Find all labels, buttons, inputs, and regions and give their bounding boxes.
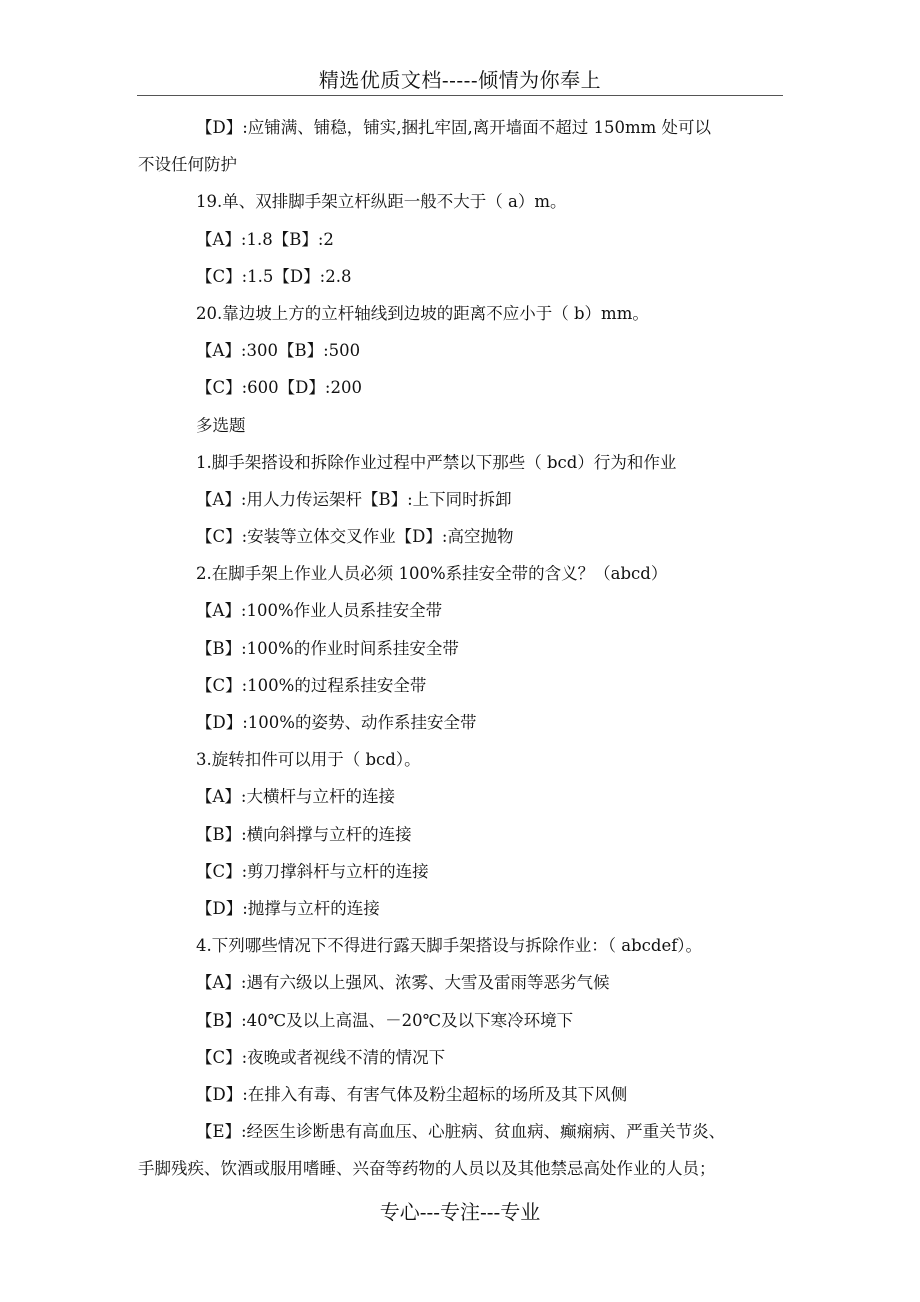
text-line: 【C】:安装等立体交叉作业【D】:高空抛物: [196, 527, 514, 547]
text-line: 19.单、双排脚手架立杆纵距一般不大于（ a）m。: [196, 192, 567, 212]
text-line: 【C】:100%的过程系挂安全带: [196, 675, 427, 695]
text-line: 【D】:在排入有毒、有害气体及粉尘超标的场所及其下风侧: [196, 1084, 628, 1104]
text-line: 1.脚手架搭设和拆除作业过程中严禁以下那些（ bcd）行为和作业: [196, 452, 677, 472]
text-line: 【C】:600【D】:200: [196, 378, 362, 398]
text-line: 【A】:300【B】:500: [196, 341, 361, 361]
text-line: 不设任何防护: [138, 155, 237, 175]
text-line: 【A】:1.8【B】:2: [196, 229, 334, 249]
header-divider: [137, 95, 783, 96]
text-line: 多选题: [196, 415, 246, 435]
text-line: 【D】:抛撑与立杆的连接: [196, 898, 380, 918]
text-line: 手脚残疾、饮酒或服用嗜睡、兴奋等药物的人员以及其他禁忌高处作业的人员；: [138, 1159, 716, 1179]
text-line: 【B】:横向斜撑与立杆的连接: [196, 824, 412, 844]
page-footer: 专心---专注---专业: [379, 1200, 541, 1224]
text-line: 3.旋转扣件可以用于（ bcd）。: [196, 750, 421, 770]
text-line: 【D】:应铺满、铺稳，铺实,捆扎牢固,离开墙面不超过 150mm 处可以: [196, 118, 712, 137]
page-header: 精选优质文档-----倾情为你奉上: [318, 68, 602, 92]
text-line: 20.靠边坡上方的立杆轴线到边坡的距离不应小于（ b）mm。: [196, 303, 649, 323]
text-line: 【A】:用人力传运架杆【B】:上下同时拆卸: [196, 489, 512, 509]
text-line: 【B】:40℃及以上高温、－20℃及以下寒冷环境下: [196, 1010, 574, 1030]
text-line: 【A】:遇有六级以上强风、浓雾、大雪及雷雨等恶劣气候: [196, 973, 610, 993]
text-line: 【A】:100%作业人员系挂安全带: [196, 601, 443, 621]
text-line: 【E】:经医生诊断患有高血压、心脏病、贫血病、癫痫病、严重关节炎、: [196, 1122, 726, 1142]
text-line: 【B】:100%的作业时间系挂安全带: [196, 638, 459, 658]
text-line: 【C】:夜晚或者视线不清的情况下: [196, 1047, 446, 1067]
text-line: 【D】:100%的姿势、动作系挂安全带: [196, 713, 477, 732]
text-line: 【A】:大横杆与立杆的连接: [196, 787, 395, 807]
text-line: 【C】:1.5【D】:2.8: [196, 266, 352, 286]
text-line: 2.在脚手架上作业人员必须 100%系挂安全带的含义？（abcd）: [196, 564, 668, 584]
text-line: 【C】:剪刀撑斜杆与立杆的连接: [196, 861, 429, 881]
text-line: 4.下列哪些情况下不得进行露天脚手架搭设与拆除作业：（ abcdef）。: [196, 936, 703, 956]
document-body: [138, 109, 786, 1187]
